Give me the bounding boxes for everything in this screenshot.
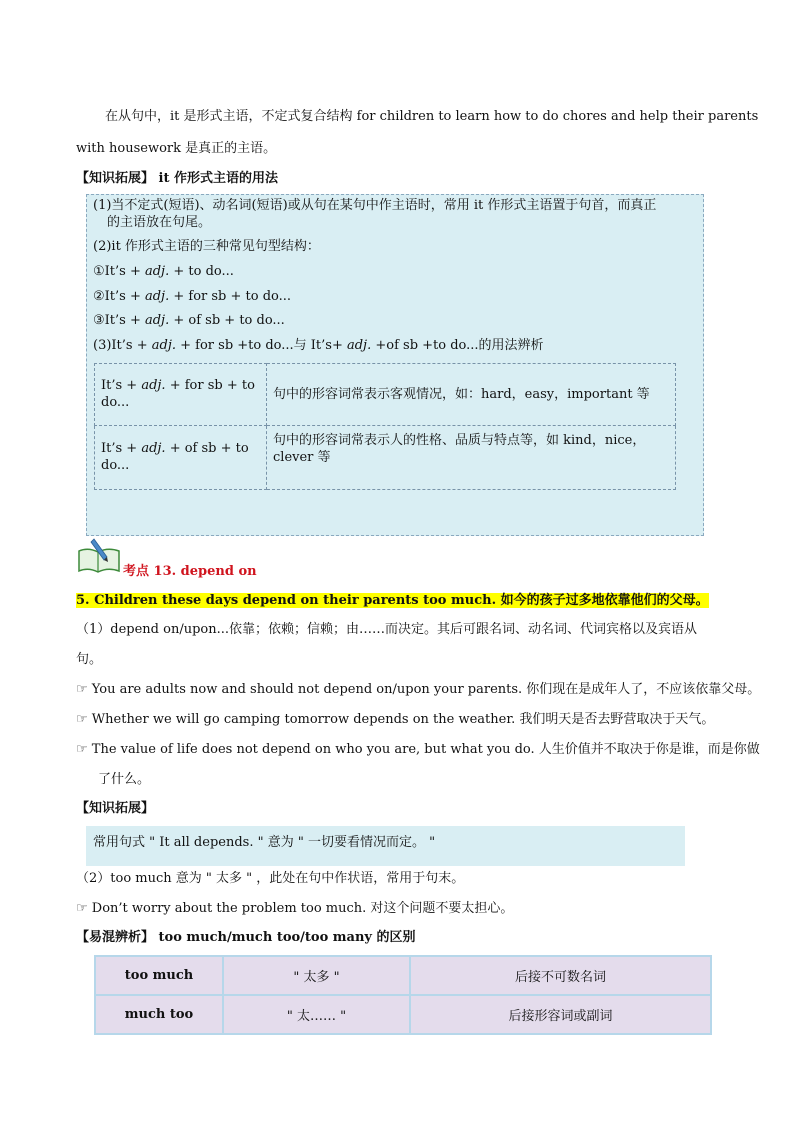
table-cell: " 太多 ": [223, 956, 410, 995]
table-cell: much too: [95, 995, 223, 1034]
table-cell: 后接不可数名词: [410, 956, 711, 995]
pattern-2: ②It’s + adj. + for sb + to do...: [93, 289, 292, 304]
table-cell: 后接形容词或副词: [410, 995, 711, 1034]
confusion-table: [94, 955, 712, 1035]
point-1-line-1: （1）depend on/upon...依靠；依赖；信赖；由……而决定。其后可跟名词、动名词、代词宾格以及宾语从: [76, 622, 697, 637]
usage-comparison-table: [94, 363, 676, 490]
table-row: [95, 995, 711, 1034]
table-row: [95, 364, 676, 426]
table-cell: 句中的形容词常表示人的性格、品质与特点等，如 kind，nice，clever 等: [267, 425, 676, 489]
knowledge-extension-heading: 【知识拓展】 it 作形式主语的用法: [76, 171, 278, 186]
box-paragraph-2: (2)it 作形式主语的三种常见句型结构：: [93, 239, 320, 254]
example-1: ☞ You are adults now and should not depend on/upon your parents. 你们现在是成年人了，不应该依靠父母。: [76, 682, 761, 697]
table-cell: It’s + adj. + of sb + to do...: [95, 425, 267, 489]
table-cell: 句中的形容词常表示客观情况，如：hard，easy，important 等: [267, 364, 676, 426]
table-cell: It’s + adj. + for sb + to do...: [95, 364, 267, 426]
phrase-box-text: 常用句式 " It all depends. " 意为 " 一切要看情况而定。 ": [93, 835, 436, 850]
example-2: ☞ Whether we will go camping tomorrow depends on the weather. 我们明天是否去野营取决于天气。: [76, 712, 715, 727]
pattern-1: ①It’s + adj. + to do...: [93, 264, 234, 279]
example-3: ☞ The value of life does not depend on who you are, but what you do. 人生价值并不取决于你是谁，而是你做: [76, 742, 760, 757]
box-paragraph-1b: 的主语放在句尾。: [107, 215, 212, 230]
key-sentence: 5. Children these days depend on their parents too much. 如今的孩子过多地依靠他们的父母。: [76, 593, 709, 608]
knowledge-extension-heading-2: 【知识拓展】: [76, 801, 155, 816]
box-paragraph-3: (3)It’s + adj. + for sb +to do...与 It’s+ adj. +of sb +to do...的用法辨析: [93, 338, 544, 353]
book-pencil-icon: [76, 537, 122, 575]
intro-line-1: 在从句中，it 是形式主语，不定式复合结构 for children to learn how to do chores and help their parents: [105, 109, 759, 124]
point-1-line-2: 句。: [76, 652, 103, 667]
intro-line-2: with housework 是真正的主语。: [76, 141, 277, 156]
confusion-heading: 【易混辨析】 too much/much too/too many 的区别: [76, 930, 416, 945]
example-3-cont: 了什么。: [98, 772, 151, 787]
point-2: （2）too much 意为 " 太多 " ，此处在句中作状语，常用于句末。: [76, 871, 465, 886]
table-cell: too much: [95, 956, 223, 995]
table-row: [95, 956, 711, 995]
table-cell: " 太…… ": [223, 995, 410, 1034]
kaodian-title: 考点 13. depend on: [123, 564, 257, 579]
example-4: ☞ Don’t worry about the problem too much. 对这个问题不要太担心。: [76, 901, 514, 916]
pattern-3: ③It’s + adj. + of sb + to do...: [93, 313, 285, 328]
table-row: [95, 425, 676, 489]
box-paragraph-1a: (1)当不定式(短语)、动名词(短语)或从句在某句中作主语时，常用 it 作形式主语置于句首，而真正: [93, 198, 657, 213]
